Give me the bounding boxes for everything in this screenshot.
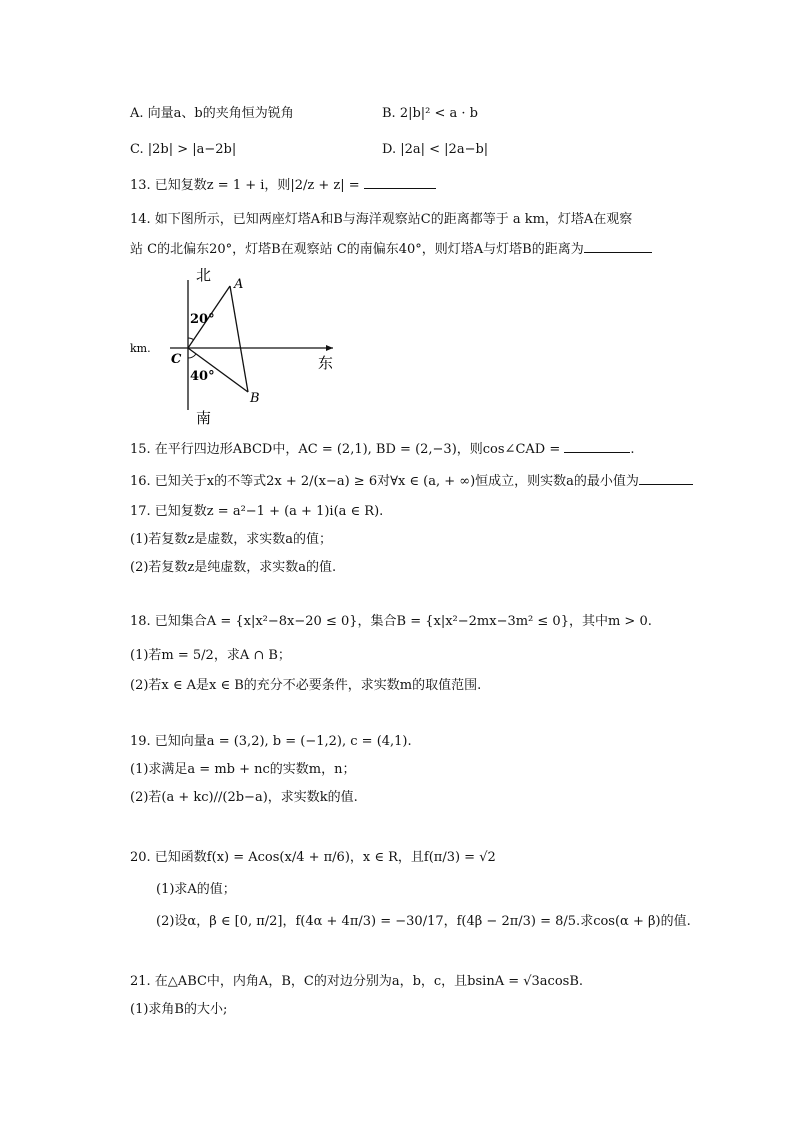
label-east: 东 — [318, 354, 334, 372]
question-20-part2: (2)设α，β ∈ [0, π/2]，f(4α + 4π/3) = −30/17，f(4β − 2π/3) = 8/5.求cos(α + β)的值. — [156, 914, 691, 929]
question-21-part1: (1)求角B的大小; — [130, 1002, 228, 1017]
angle-arc-40 — [188, 354, 196, 358]
question-16-text: 16. 已知关于x的不等式2x + 2/(x−a) ≥ 6对∀x ∈ (a, + ∞)恒成立，则实数a的最小值为 — [130, 474, 639, 489]
answer-blank — [364, 174, 436, 189]
label-c: C — [171, 352, 182, 367]
option-c: C. |2b| > |a−2b| — [130, 142, 237, 157]
label-km: km. — [130, 342, 151, 355]
option-b: B. 2|b|² < a · b — [382, 106, 479, 121]
east-arrow-icon — [326, 345, 333, 351]
label-angle-40: 40° — [190, 369, 215, 384]
question-20-part1: (1)求A的值； — [156, 882, 236, 897]
question-19-part2: (2)若(a + kc)//(2b−a)，求实数k的值. — [130, 790, 358, 805]
question-21-stem: 21. 在△ABC中，内角A，B，C的对边分别为a，b，c，且bsinA = √3acosB. — [130, 974, 584, 989]
option-a: A. 向量a、b的夹角恒为锐角 — [130, 106, 294, 121]
question-14-line2-text: 站 C的北偏东20°，灯塔B在观察站 C的南偏东40°，则灯塔A与灯塔B的距离为 — [130, 242, 584, 257]
angle-arc-20 — [188, 338, 194, 340]
label-a: A — [234, 277, 244, 292]
question-13-text: 13. 已知复数z = 1 + i，则|2/z + z| = — [130, 178, 364, 193]
question-18-stem: 18. 已知集合A = {x|x²−8x−20 ≤ 0}，集合B = {x|x²−2mx−3m² ≤ 0}，其中m > 0. — [130, 614, 652, 629]
answer-blank — [584, 238, 652, 253]
lighthouse-diagram — [128, 268, 348, 428]
label-south: 南 — [196, 409, 212, 427]
question-15 — [130, 438, 635, 460]
question-19-part1: (1)求满足a = mb + nc的实数m，n； — [130, 762, 356, 777]
question-14-line1: 14. 如下图所示，已知两座灯塔A和B与海洋观察站C的距离都等于 a km，灯塔A在观察 — [130, 212, 633, 227]
question-13 — [130, 174, 436, 196]
label-b: B — [250, 391, 260, 406]
answer-blank — [639, 470, 693, 485]
period: . — [630, 442, 635, 457]
question-16 — [130, 470, 693, 492]
question-20-stem: 20. 已知函数f(x) = Acos(x/4 + π/6)，x ∈ R，且f(π/3) = √2 — [130, 850, 496, 865]
answer-blank — [564, 438, 630, 453]
question-17-stem: 17. 已知复数z = a²−1 + (a + 1)i(a ∈ R). — [130, 504, 384, 519]
question-15-text: 15. 在平行四边形ABCD中，AC = (2,1), BD = (2,−3)，则cos∠CAD = — [130, 442, 565, 457]
label-north: 北 — [196, 268, 212, 284]
option-d: D. |2a| < |2a−b| — [382, 142, 489, 157]
question-17-part2: (2)若复数z是纯虚数，求实数a的值. — [130, 560, 337, 575]
label-angle-20: 20° — [190, 312, 215, 327]
segment-ab — [230, 286, 248, 392]
question-18-part2: (2)若x ∈ A是x ∈ B的充分不必要条件，求实数m的取值范围. — [130, 678, 482, 693]
question-19-stem: 19. 已知向量a = (3,2), b = (−1,2), c = (4,1). — [130, 734, 412, 749]
question-14-line2 — [130, 238, 652, 260]
question-17-part1: (1)若复数z是虚数，求实数a的值； — [130, 532, 333, 547]
question-18-part1: (1)若m = 5/2，求A ∩ B； — [130, 648, 291, 663]
